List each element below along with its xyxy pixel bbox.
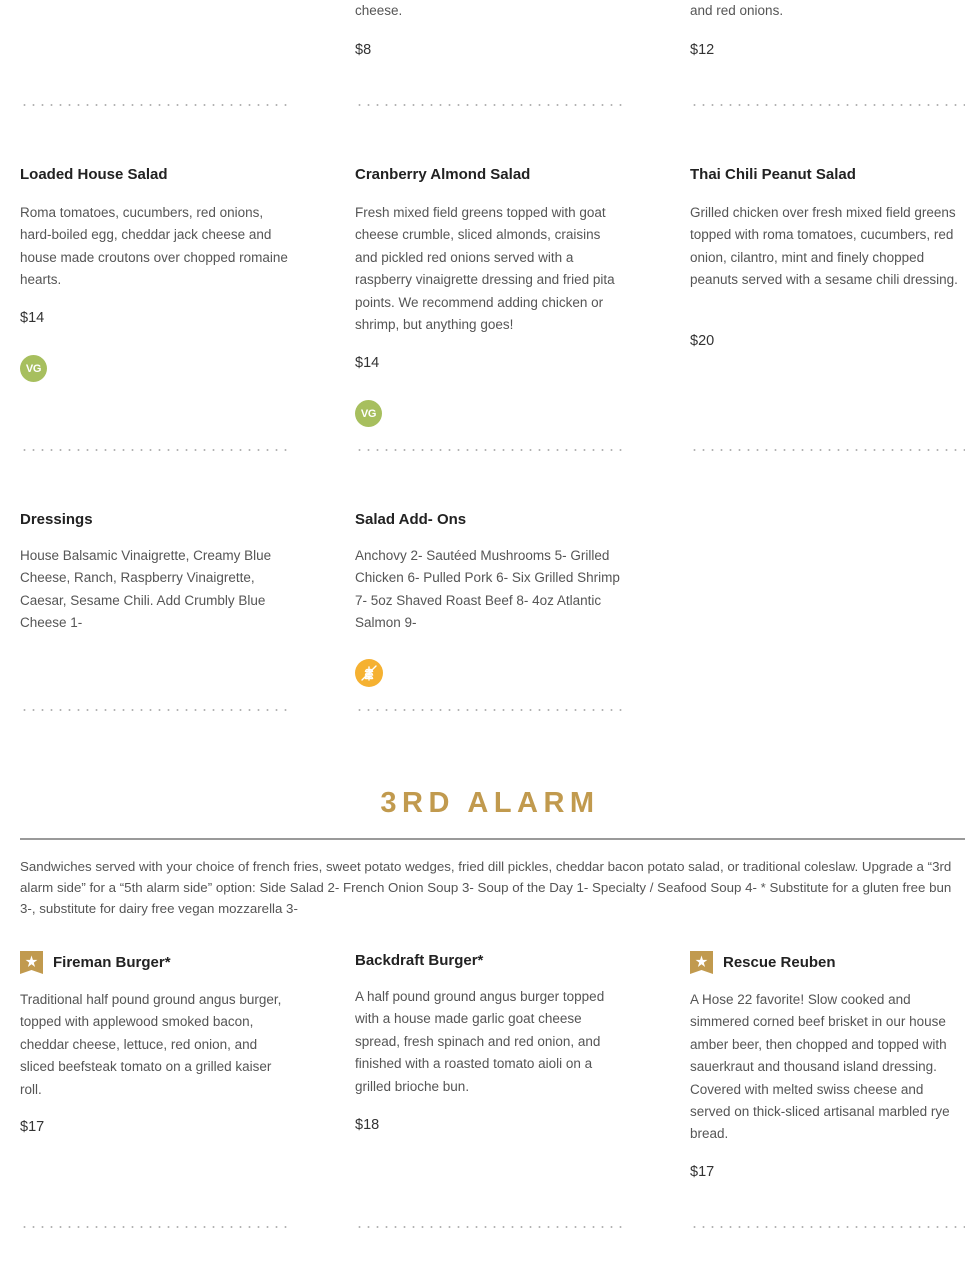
item-title: Backdraft Burger* — [355, 952, 484, 969]
item-description: A Hose 22 favorite! Slow cooked and simmered corned beef brisket in our house amber beer, then chopped and topped with sauerkraut and thousand island dressing. Covered with melted swiss cheese and served on thick-sliced artisanal marbled rye bread. — [690, 992, 950, 1142]
item-description: Fresh mixed field greens topped with goat cheese crumble, sliced almonds, craisins and pickled red onions served with a raspberry vinaigrette dressing and fried pita points. We recommend adding chicken or shrimp, but anything goes! — [355, 205, 615, 333]
star-icon — [690, 951, 713, 974]
section-title: 3RD ALARM — [380, 787, 600, 819]
menu-item-backdraft-burger — [355, 951, 625, 1098]
item-price: $12 — [690, 42, 715, 58]
menu-item-fireman-burger — [20, 951, 290, 1101]
gluten-free-icon — [355, 659, 383, 687]
menu-item-dressings — [20, 510, 290, 635]
menu-item-loaded-house-salad — [20, 165, 290, 292]
item-title-row — [20, 951, 290, 974]
item-title: Salad Add- Ons — [355, 511, 467, 528]
dotted-divider — [20, 709, 290, 711]
dotted-divider — [355, 709, 625, 711]
item-price: $17 — [20, 1119, 45, 1135]
menu-item-cranberry-almond-salad — [355, 165, 625, 336]
item-description: Anchovy 2- Sautéed Mushrooms 5- Grilled Chicken 6- Pulled Pork 6- Six Grilled Shrimp 7- 5oz Shaved Roast Beef 8- 4oz Atlantic Salmon 9- — [355, 548, 620, 631]
dotted-divider — [20, 104, 290, 106]
dotted-divider — [690, 449, 965, 451]
item-description: Traditional half pound ground angus burger, topped with applewood smoked bacon, cheddar cheese, lettuce, red onion, and sliced beefsteak tomato on a grilled kaiser roll. — [20, 992, 282, 1097]
item-description: Roma tomatoes, cucumbers, red onions, hard-boiled egg, cheddar jack cheese and house made croutons over chopped romaine hearts. — [20, 205, 288, 288]
section-divider — [20, 838, 965, 840]
item-title: Dressings — [20, 511, 93, 528]
item-title: Rescue Reuben — [723, 953, 836, 971]
vegetarian-badge: VG — [355, 400, 382, 427]
dotted-divider — [355, 449, 625, 451]
item-title: Fireman Burger* — [53, 953, 171, 971]
dotted-divider — [690, 1226, 965, 1228]
item-price: $14 — [20, 310, 45, 326]
item-description: A half pound ground angus burger topped with a house made garlic goat cheese spread, fresh spinach and red onion, and finished with a roasted tomato aioli on a grilled brioche bun. — [355, 989, 605, 1094]
item-title: Cranberry Almond Salad — [355, 166, 531, 183]
star-icon — [20, 951, 43, 974]
item-description-tail: and red onions. — [690, 3, 784, 18]
item-description: Grilled chicken over fresh mixed field greens topped with roma tomatoes, cucumbers, red onion, cilantro, mint and finely chopped peanuts served with a sesame chili dressing. — [690, 205, 958, 288]
menu-item-rescue-reuben — [690, 951, 965, 1146]
item-title: Loaded House Salad — [20, 166, 168, 183]
item-description-tail: cheese. — [355, 3, 403, 18]
section-intro: Sandwiches served with your choice of french fries, sweet potato wedges, fried dill pickles, cheddar bacon potato salad, or traditional coleslaw. Upgrade a “3rd alarm side” for a “5th alarm side” option: Side Salad 2- French Onion Soup 3- Soup of the Day 1- Specialty / Seafood Soup 4- * Substitute for a gluten free bun 3-, substitute for dairy free vegan mozzarella 3- — [20, 859, 952, 916]
item-price: $18 — [355, 1117, 380, 1133]
dotted-divider — [355, 104, 625, 106]
item-title: Thai Chili Peanut Salad — [690, 166, 856, 183]
item-price: $20 — [690, 333, 715, 349]
item-price: $14 — [355, 355, 380, 371]
item-description: House Balsamic Vinaigrette, Creamy Blue Cheese, Ranch, Raspberry Vinaigrette, Caesar, Sesame Chili. Add Crumbly Blue Cheese 1- — [20, 548, 272, 631]
menu-item-thai-chili-peanut-salad — [690, 165, 960, 292]
vegetarian-badge: VG — [20, 355, 47, 382]
menu-item-salad-add-ons — [355, 510, 625, 635]
dotted-divider — [355, 1226, 625, 1228]
item-price: $17 — [690, 1164, 715, 1180]
item-title-row — [690, 951, 965, 974]
dotted-divider — [690, 104, 965, 106]
dotted-divider — [20, 449, 290, 451]
dotted-divider — [20, 1226, 290, 1228]
item-price: $8 — [355, 42, 372, 58]
